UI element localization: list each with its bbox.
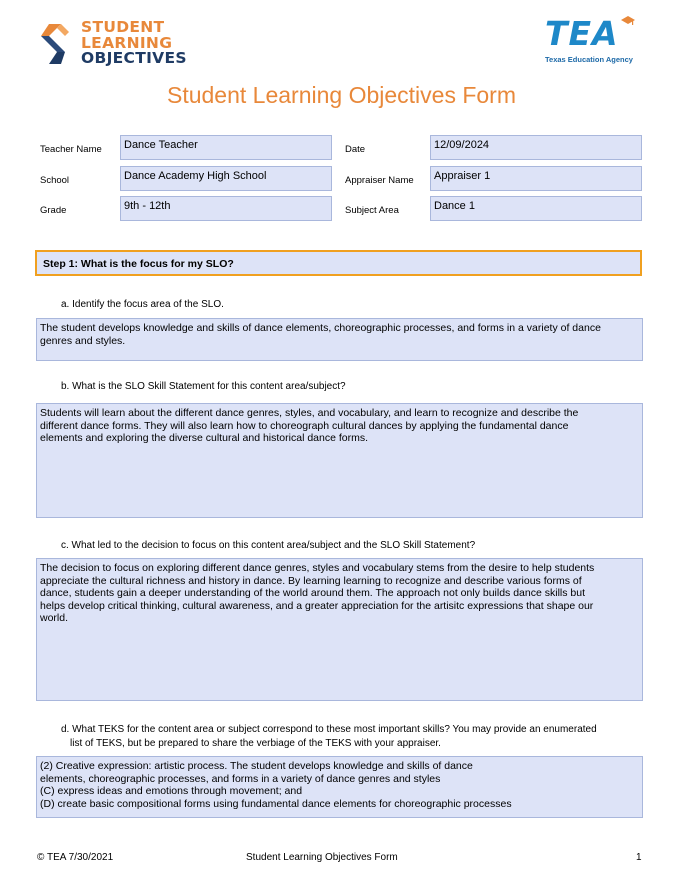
page-title: Student Learning Objectives Form	[166, 82, 516, 108]
answer-d-line: (C) express ideas and emotions through movement; and	[40, 785, 303, 797]
answer-b-line: different dance forms. They will also learn how to choreograph cultural dances by applying the fundamental dance	[40, 419, 569, 432]
slo-logo-line1: STUDENT	[81, 18, 165, 36]
subject-area-label: Subject Area	[345, 205, 399, 216]
question-c: c. What led to the decision to focus on this content area/subject and the SLO Skill Statement?	[61, 540, 476, 551]
tea-logo-word: TEA	[545, 14, 619, 53]
tea-logo-subtitle: Texas Education Agency	[545, 55, 633, 64]
appraiser-name-field[interactable]: Appraiser 1	[430, 166, 642, 191]
answer-c-line: dance, students gain a deeper understanding of the world around them. The approach not only builds dance skills but	[40, 587, 586, 599]
grade-label: Grade	[40, 205, 67, 216]
answer-c-line: helps develop critical thinking, cultural awareness, and a greater appreciation for the artisitc expressions that shape our	[40, 599, 594, 612]
answer-a-field[interactable]	[36, 318, 643, 361]
grade-field[interactable]: 9th - 12th	[120, 196, 332, 221]
footer-copyright: © TEA 7/30/2021	[37, 852, 114, 863]
teacher-name-field[interactable]: Dance Teacher	[120, 135, 332, 160]
slo-logo-icon	[37, 22, 73, 66]
footer-title: Student Learning Objectives Form	[246, 852, 398, 863]
date-field[interactable]: 12/09/2024	[430, 135, 642, 160]
slo-logo-line2: LEARNING	[81, 33, 173, 52]
school-field[interactable]: Dance Academy High School	[120, 166, 332, 191]
question-d-line1: d. What TEKS for the content area or subject correspond to these most important skills? You may provide an enumerated	[61, 724, 597, 735]
answer-c-line: appreciate the cultural richness and history in dance. By learning learning to recognize and describe various forms of	[40, 574, 582, 587]
answer-a-line: genres and styles.	[40, 334, 126, 347]
date-label: Date	[345, 144, 366, 155]
step1-heading: Step 1: What is the focus for my SLO?	[35, 250, 642, 276]
graduation-cap-icon	[621, 16, 635, 26]
answer-d-field[interactable]	[36, 756, 643, 818]
answer-a-line: The student develops knowledge and skills of dance elements, choreographic processes, and forms in a variety of dance	[40, 322, 601, 334]
subject-area-field[interactable]: Dance 1	[430, 196, 642, 221]
school-label: School	[40, 175, 70, 186]
question-a: a. Identify the focus area of the SLO.	[61, 299, 224, 310]
answer-c-line: world.	[40, 612, 69, 624]
question-d	[61, 723, 631, 750]
slo-logo-line3: OBJECTIVES	[81, 49, 187, 67]
tea-logo	[545, 16, 645, 66]
slo-logo-text	[81, 20, 187, 67]
answer-d-line: (2) Creative expression: artistic process. The student develops knowledge and skills of dance	[40, 760, 473, 772]
question-d-line2: list of TEKS, but be prepared to share the verbiage of the TEKS with your appraiser.	[70, 737, 441, 749]
appraiser-name-label: Appraiser Name	[345, 175, 414, 186]
question-b: b. What is the SLO Skill Statement for this content area/subject?	[61, 381, 346, 392]
teacher-name-label: Teacher Name	[40, 144, 102, 155]
slo-logo	[37, 20, 197, 70]
answer-b-line: Students will learn about the different dance genres, styles, and vocabulary, and learn to recognize and describe the	[40, 407, 579, 419]
answer-b-line: elements and exploring the diverse cultural and historical dance forms.	[40, 432, 369, 444]
answer-c-line: The decision to focus on exploring different dance genres, styles and vocabulary stems from the desire to help students	[40, 562, 595, 574]
answer-c-field[interactable]	[36, 558, 643, 701]
answer-d-line: elements, choreographic processes, and forms in a variety of dance genres and styles	[40, 772, 441, 785]
answer-b-field[interactable]	[36, 403, 643, 518]
footer-page-number: 1	[636, 852, 642, 863]
answer-d-line: (D) create basic compositional forms using fundamental dance elements for choreographic processes	[40, 797, 512, 810]
